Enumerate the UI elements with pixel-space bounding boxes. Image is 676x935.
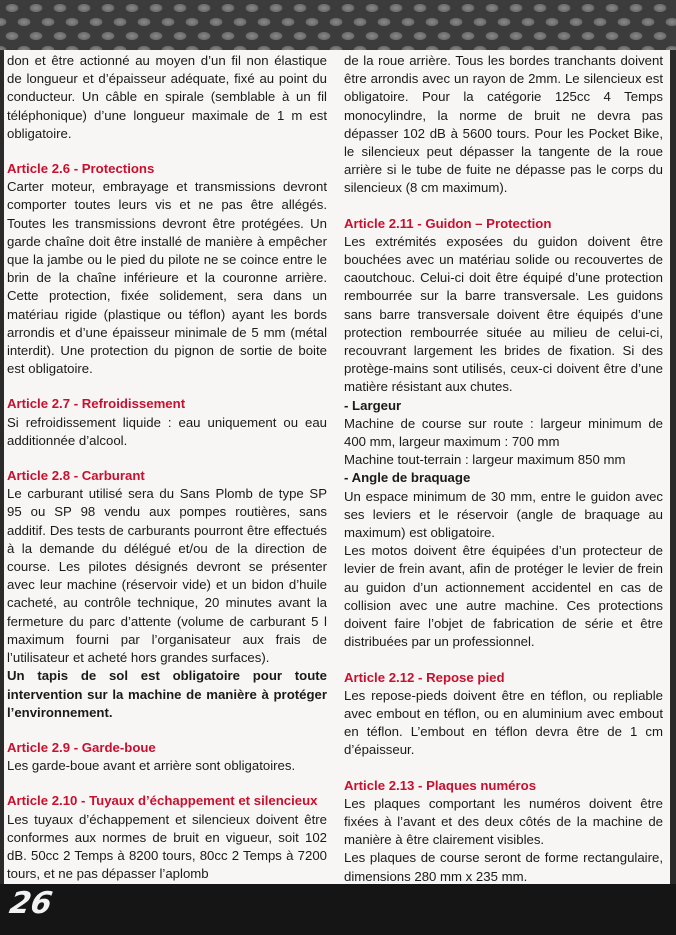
article-2-13-text-1: Les plaques comportant les numéros doivent être fixées à l’avant et des deux côtés de la machine de manière à être clairement visibles. [344,795,663,848]
hexagon-header-pattern [0,0,676,50]
intro-paragraph: don et être actionné au moyen d’un fil non élastique de longueur et d’épaisseur adéquate, fixé au point du conducteur. Un câble en spirale (semblable à un fil téléphonique) d’une longueur maximale de 1 m est obligatoire. [7,53,327,141]
article-2-8-heading: Article 2.8 - Carburant [7,468,145,484]
article-2-10-continued: de la roue arrière. Tous les bordes tranchants doivent être arrondis avec un rayon de 2mm. Le silencieux est obligatoire. Pour la catégorie 125cc 4 Temps monocylindre, la norme de bruit ne devra pas dépasser 102 dB à 5600 tours. Pour les Pocket Bike, le silencieux peut dépasser la tangente de la roue arrière si le tube de fuite ne dépasse pas le corps du silencieux (8 cm maximum). [344,53,663,196]
article-2-10-heading: Article 2.10 - Tuyaux d’échappement et silencieux [7,793,318,809]
footer-band [0,884,676,935]
article-2-12-text: Les repose-pieds doivent être en téflon, ou repliable avec embout en téflon, ou en aluminium avec embout en téflon. L’embout en téflon devra être de 1 cm d’épaisseur. [344,687,663,758]
article-2-8-bold-note: Un tapis de sol est obligatoire pour toute intervention sur la machine de manière à protéger l’environnement. [7,668,327,720]
article-2-7-heading: Article 2.7 - Refroidissement [7,396,186,412]
article-2-12-heading: Article 2.12 - Repose pied [344,669,505,685]
article-2-6-text: Carter moteur, embrayage et transmissions devront comporter toutes leurs vis et ne pas être allégés. Toutes les transmissions devront être protégées. Un garde chaîne doit être installé de manière à empêcher que la jambe ou le pied du pilote ne se coince entre le brin de la chaîne inférieure et la couronne arrière. Cette protection, fixée solidement, sera dans un matériau rigide (plastique ou téflon) ayant les bords arrondis et d’une épaisseur minimale de 5 mm (métal interdit). Une protection du pignon de sortie de boite est obligatoire. [7,179,327,377]
article-2-11-text: Les extrémités exposées du guidon doivent être bouchées avec un matériau solide ou recouvertes de caoutchouc. Celui-ci doit être équipé d’une protection rembourrée sur la barre transversale. Les guidons sans barre transversale doivent être équipés d’une protection rembourrée située au milieu de celui-ci, recouvrant largement les brides de fixation. Si des protège-mains sont utilisés, ceux-ci doivent être d’une matière résistant aux chutes. [344,233,663,395]
article-2-8-text: Le carburant utilisé sera du Sans Plomb de type SP 95 ou SP 98 vendu aux pompes routières, sans additif. Des tests de carburants pourront être effectués à la demande du délégué et/ou de la direction de course. Les pilotes désignés devront se présenter avec leur machine (réservoir vide) et un bidon d’huile cacheté, au contrôle technique, 20 minutes avant la fermeture du parc d’attente (volume de carburant 5 l maximum fourni par l’organisateur aux frais de l’utilisateur et acheté hors grandes surfaces). [7,486,327,666]
article-2-6-heading: Article 2.6 - Protections [7,161,155,177]
largeur-line-2: Machine tout-terrain : largeur maximum 850 mm [344,452,626,468]
article-2-13-heading: Article 2.13 - Plaques numéros [344,777,537,793]
article-2-9-text: Les garde-boue avant et arrière sont obligatoires. [7,758,296,774]
article-2-13-text-2: Les plaques de course seront de forme rectangulaire, dimensions 280 mm x 235 mm. [344,850,663,884]
braquage-text-1: Un espace minimum de 30 mm, entre le guidon avec ses leviers et le réservoir (angle de braquage au maximum) est obligatoire. [344,488,663,541]
page-number: 26 [7,886,55,921]
largeur-subheading: - Largeur [344,397,402,413]
left-column [7,52,327,883]
article-2-10-text: Les tuyaux d’échappement et silencieux doivent être conformes aux normes de bruit en vigueur, soit 102 dB. 50cc 2 Temps à 8200 tours, 80cc 2 Temps à 7200 tours, et ne pas dépasser l’aplomb [7,811,327,882]
article-2-7-text: Si refroidissement liquide : eau uniquement ou eau additionnée d’alcool. [7,414,327,448]
right-column [344,52,663,922]
braquage-subheading: - Angle de braquage [344,470,471,486]
braquage-text-2: Les motos doivent être équipées d’un protecteur de levier de frein avant, afin de protéger le levier de frein au guidon d’un actionnement accidentel en cas de collision avec une autre machine. Ces protections doivent faire l’objet de fabrication de série et être distribuées par un professionnel. [344,543,663,650]
article-2-11-heading: Article 2.11 - Guidon – Protection [344,215,552,231]
article-2-9-heading: Article 2.9 - Garde-boue [7,739,156,755]
largeur-line-1: Machine de course sur route : largeur minimum de 400 mm, largeur maximum : 700 mm [344,415,663,450]
